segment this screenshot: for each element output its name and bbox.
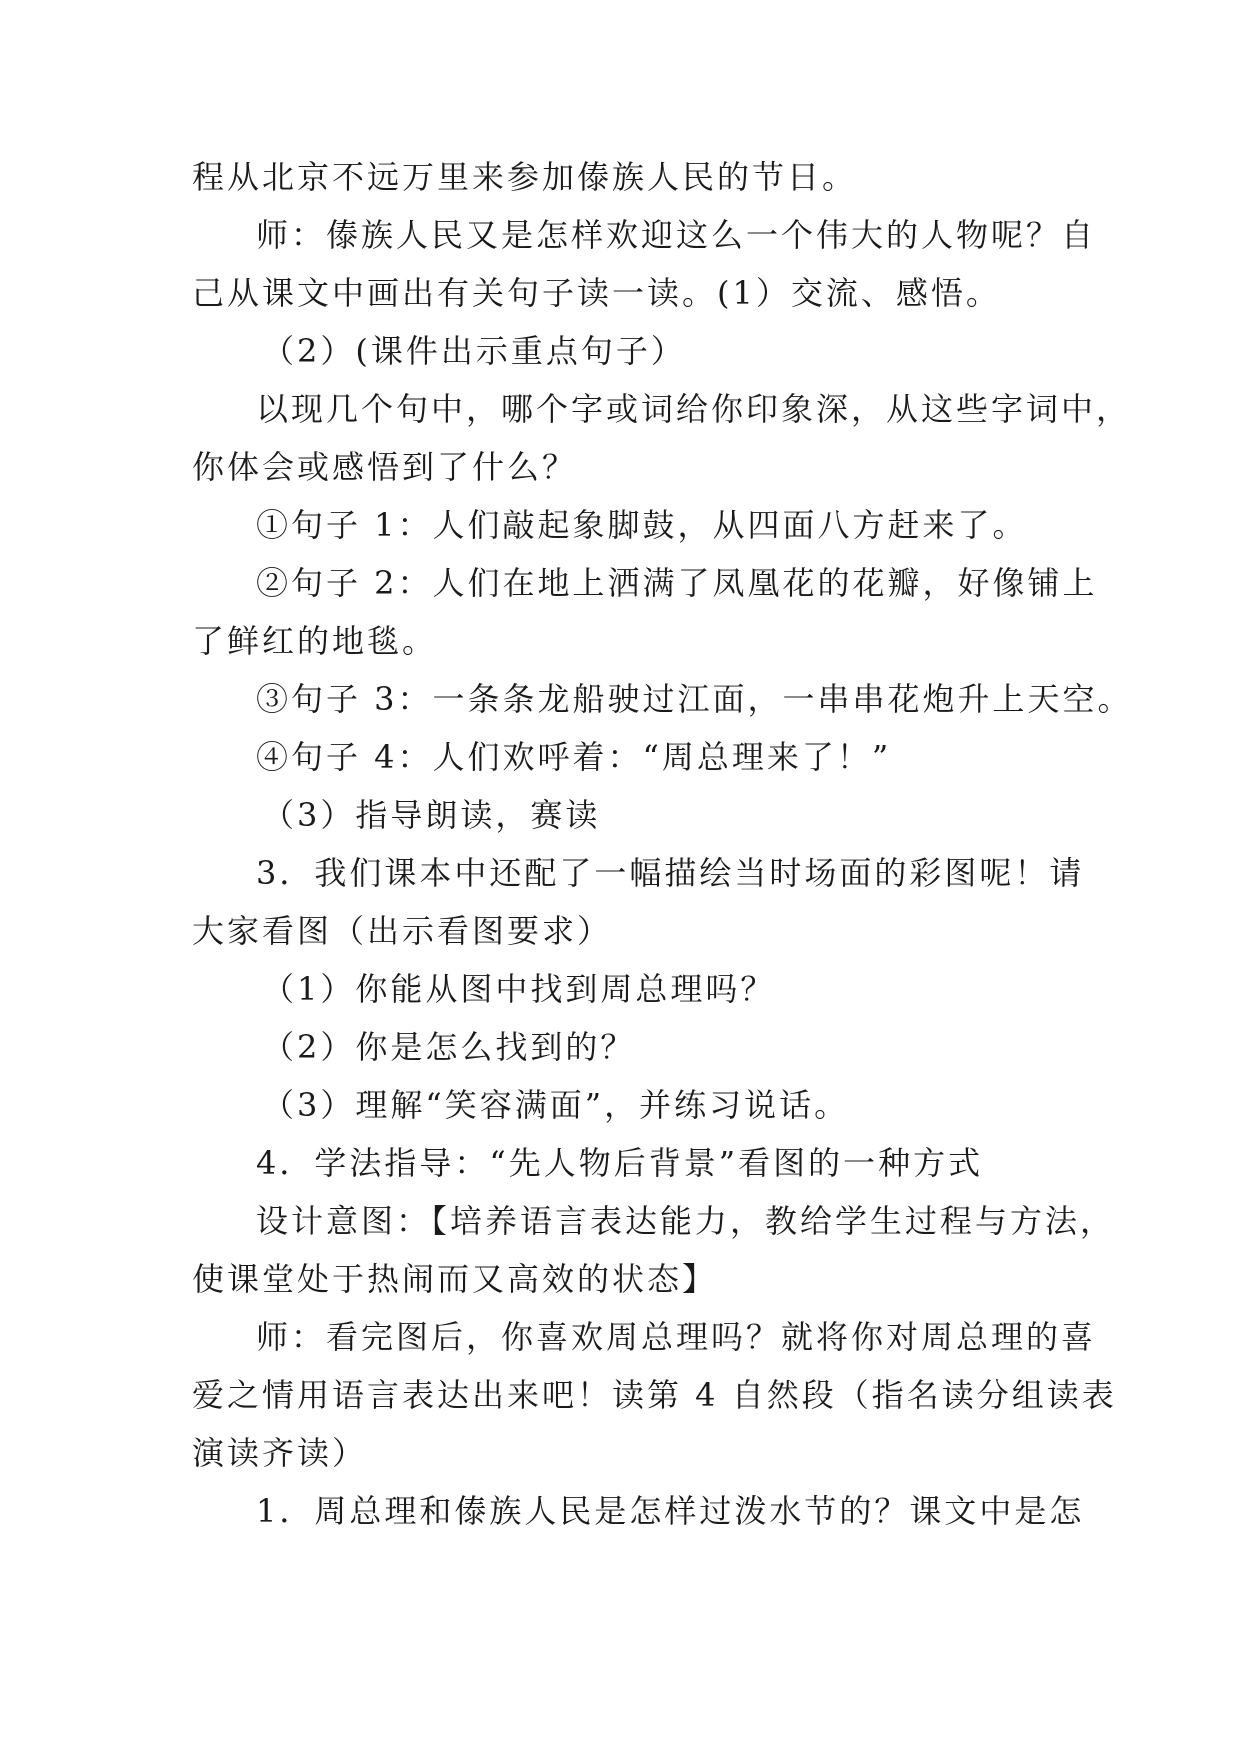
text-line: 1．周总理和傣族人民是怎样过泼水节的？课文中是怎 — [256, 1492, 1085, 1530]
text-line: ②句子 2：人们在地上洒满了凤凰花的花瓣，好像铺上 — [256, 564, 1098, 602]
text-line: ④句子 4：人们欢呼着：“周总理来了！” — [256, 738, 892, 776]
text-line: 了鲜红的地毯。 — [192, 622, 438, 660]
text-line: 师：看完图后，你喜欢周总理吗？就将你对周总理的喜 — [256, 1318, 1097, 1356]
text-line: 4．学法指导：“先人物后背景”看图的一种方式 — [256, 1144, 984, 1182]
text-line: 程从北京不远万里来参加傣族人民的节日。 — [192, 158, 858, 196]
text-line: 3．我们课本中还配了一幅描绘当时场面的彩图呢！请 — [256, 854, 1085, 892]
body-text — [192, 148, 1133, 1540]
text-line: 以现几个句中，哪个字或词给你印象深，从这些字词中， — [256, 390, 1132, 428]
text-line: 使课堂处于热闹而又高效的状态】 — [192, 1260, 718, 1298]
text-line: （2）你是怎么找到的？ — [262, 1028, 636, 1066]
text-line: （3）理解“笑容满面”，并练习说话。 — [262, 1086, 850, 1124]
text-line: 师：傣族人民又是怎样欢迎这么一个伟大的人物呢？自 — [256, 216, 1097, 254]
text-line: ①句子 1：人们敲起象脚鼓，从四面八方赶来了。 — [256, 506, 1028, 544]
text-line: 设计意图：【培养语言表达能力，教给学生过程与方法， — [256, 1202, 1116, 1240]
text-line: 爱之情用语言表达出来吧！读第 4 自然段（指名读分组读表 — [192, 1376, 1117, 1414]
text-line: ③句子 3：一条条龙船驶过江面，一串串花炮升上天空。 — [256, 680, 1133, 718]
text-line: 己从课文中画出有关句子读一读。(1）交流、感悟。 — [192, 274, 1001, 312]
text-line: 演读齐读） — [192, 1434, 368, 1472]
text-line: （2）(课件出示重点句子） — [262, 332, 686, 370]
text-line: 你体会或感悟到了什么？ — [192, 448, 578, 486]
text-line: （3）指导朗读，赛读 — [262, 796, 601, 834]
text-line: 大家看图（出示看图要求） — [192, 912, 613, 950]
text-line: （1）你能从图中找到周总理吗？ — [262, 970, 776, 1008]
